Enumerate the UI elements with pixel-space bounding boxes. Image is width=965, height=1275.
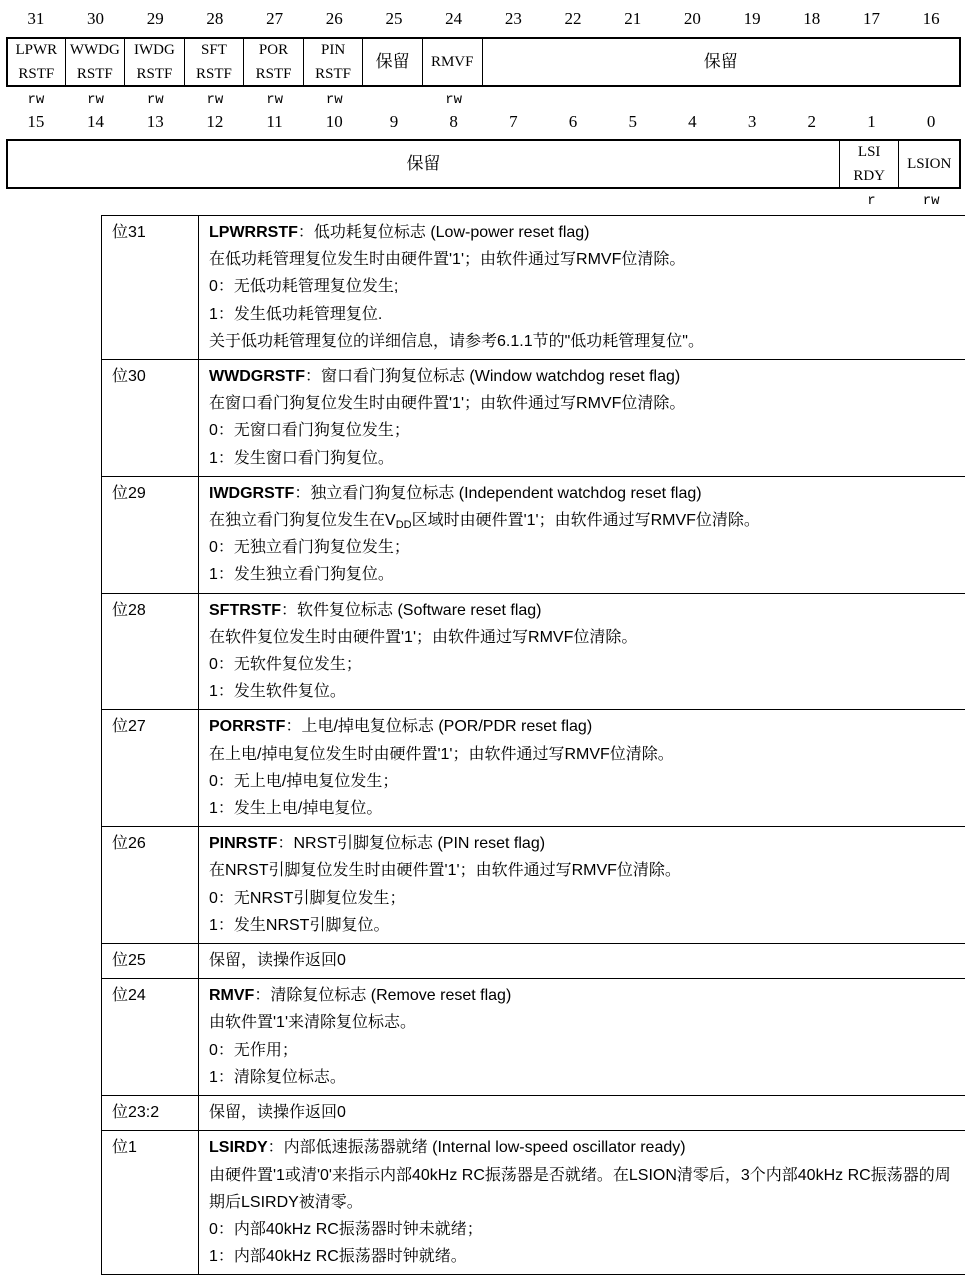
bit-title [209,219,962,246]
description-line: 1：内部40kHz RC振荡器时钟就绪。 [209,1243,962,1270]
description-line: 0：无窗口看门狗复位发生； [209,417,962,444]
register-field: RMVF [423,39,483,85]
bit-title [209,1134,962,1161]
bit-number: 23 [484,9,544,29]
register-lower-half [6,139,961,189]
description-line: 1：发生低功耗管理复位. [209,301,962,328]
field-title-text: ：NRST引脚复位标志 (PIN reset flag) [277,835,545,852]
access-type [125,193,185,209]
access-type [6,193,66,209]
access-type: rw [901,193,961,209]
access-type [424,193,484,209]
access-type [722,92,782,108]
bit-number: 14 [66,112,126,132]
register-field: 保留 [483,39,960,85]
access-type [901,92,961,108]
access-type [842,92,902,108]
access-type: rw [185,92,245,108]
description-line: 在上电/掉电复位发生时由硬件置'1'；由软件通过写RMVF位清除。 [209,741,962,768]
description-line: 1：发生NRST引脚复位。 [209,912,962,939]
field-name: SFTRSTF [209,602,281,619]
bit-number: 1 [842,112,902,132]
access-type [543,193,603,209]
field-title-text: ：软件复位标志 (Software reset flag) [281,602,542,619]
access-type [364,92,424,108]
access-type [484,92,544,108]
bit-row [102,944,965,979]
field-title-text: ：独立看门狗复位标志 (Independent watchdog reset flag) [294,485,701,502]
access-type [185,193,245,209]
bit-number: 12 [185,112,245,132]
bit-description [199,944,965,979]
bit-position: 位30 [102,360,199,477]
bit-number: 26 [304,9,364,29]
bit-description [199,593,965,710]
register-upper-half [6,37,961,87]
description-line: 在NRST引脚复位发生时由硬件置'1'；由软件通过写RMVF位清除。 [209,857,962,884]
description-line: 在独立看门狗复位发生在$V_{DD}$区域时由硬件置'1'；由软件通过写RMVF位清除。 [209,507,962,534]
bit-number: 13 [125,112,185,132]
field-title-text: 保留，读操作返回0 [209,952,346,969]
description-line: 在窗口看门狗复位发生时由硬件置'1'；由软件通过写RMVF位清除。 [209,390,962,417]
field-title-text: ：窗口看门狗复位标志 (Window watchdog reset flag) [305,368,680,385]
access-type [603,92,663,108]
description-line: 1：发生独立看门狗复位。 [209,561,962,588]
bit-description-table [101,215,965,1275]
register-field: POR RSTF [244,39,304,85]
bit-row [102,1131,965,1275]
register-field: LPWR RSTF [8,39,66,85]
bit-title [209,480,962,507]
bit-title [209,1099,962,1126]
upper-access-row [0,92,965,108]
description-line: 0：内部40kHz RC振荡器时钟未就绪； [209,1216,962,1243]
description-line: 1：发生窗口看门狗复位。 [209,445,962,472]
register-field: WWDG RSTF [66,39,126,85]
register-field: LSI RDY [840,141,900,187]
description-line: 0：无上电/掉电复位发生； [209,768,962,795]
lower-access-row [0,193,965,209]
bit-position: 位31 [102,216,199,360]
bit-row [102,979,965,1096]
bit-description [199,1096,965,1131]
bit-row [102,216,965,360]
register-field: 保留 [8,141,840,187]
bit-number: 11 [245,112,305,132]
access-type: r [842,193,902,209]
field-title-text: ：低功耗复位标志 (Low-power reset flag) [298,224,590,241]
bit-position: 位24 [102,979,199,1096]
bit-number: 29 [125,9,185,29]
bit-description [199,360,965,477]
bit-number: 10 [304,112,364,132]
bit-position: 位25 [102,944,199,979]
description-line: 关于低功耗管理复位的详细信息，请参考6.1.1节的"低功耗管理复位"。 [209,328,962,355]
bit-description [199,827,965,944]
field-name: PORRSTF [209,718,285,735]
field-name: LSIRDY [209,1139,268,1156]
description-line: 0：无NRST引脚复位发生； [209,885,962,912]
bit-position: 位28 [102,593,199,710]
bit-row [102,476,965,593]
bit-number: 19 [722,9,782,29]
register-field: 保留 [363,39,423,85]
field-name: RMVF [209,987,254,1004]
bit-title [209,830,962,857]
bit-position: 位1 [102,1131,199,1275]
description-line: 1：清除复位标志。 [209,1064,962,1091]
bit-number: 31 [6,9,66,29]
access-type [484,193,544,209]
field-name: IWDGRSTF [209,485,294,502]
field-name: WWDGRSTF [209,368,305,385]
bit-number: 21 [603,9,663,29]
bit-description [199,216,965,360]
access-type [722,193,782,209]
bit-number: 2 [782,112,842,132]
access-type [663,92,723,108]
description-line: 0：无低功耗管理复位发生; [209,273,962,300]
access-type: rw [66,92,126,108]
bit-position: 位27 [102,710,199,827]
description-line: 由硬件置'1或清'0'来指示内部40kHz RC振荡器是否就绪。在LSION清零后，3个内部40kHz RC振荡器的周期后LSIRDY被清零。 [209,1162,962,1216]
bit-number: 18 [782,9,842,29]
bit-number: 20 [663,9,723,29]
access-type [603,193,663,209]
access-type [782,92,842,108]
bit-row [102,1096,965,1131]
bit-number: 0 [901,112,961,132]
access-type: rw [125,92,185,108]
bit-title [209,363,962,390]
field-name: PINRSTF [209,835,277,852]
access-type: rw [6,92,66,108]
bit-row [102,593,965,710]
description-line: 1：发生上电/掉电复位。 [209,795,962,822]
field-name: LPWRRSTF [209,224,298,241]
register-field: PIN RSTF [304,39,364,85]
bit-description [199,710,965,827]
bit-number: 25 [364,9,424,29]
access-type [245,193,305,209]
field-title-text: 保留，读操作返回0 [209,1104,346,1121]
upper-bit-numbers [0,9,965,29]
description-line: 在软件复位发生时由硬件置'1'；由软件通过写RMVF位清除。 [209,624,962,651]
bit-title [209,713,962,740]
bit-title [209,982,962,1009]
bit-number: 30 [66,9,126,29]
access-type [364,193,424,209]
register-field: IWDG RSTF [125,39,185,85]
access-type [663,193,723,209]
description-line: 1：发生软件复位。 [209,678,962,705]
description-line: 0：无软件复位发生； [209,651,962,678]
bit-description [199,1131,965,1275]
access-type: rw [424,92,484,108]
bit-position: 位29 [102,476,199,593]
description-line: 由软件置'1'来清除复位标志。 [209,1009,962,1036]
description-line: 0：无独立看门狗复位发生； [209,534,962,561]
bit-number: 17 [842,9,902,29]
bit-row [102,710,965,827]
field-title-text: ：内部低速振荡器就绪 (Internal low-speed oscillator ready) [268,1139,686,1156]
bit-number: 5 [603,112,663,132]
bit-number: 15 [6,112,66,132]
bit-number: 8 [424,112,484,132]
field-title-text: ：清除复位标志 (Remove reset flag) [254,987,511,1004]
register-field: SFT RSTF [185,39,245,85]
field-title-text: ：上电/掉电复位标志 (POR/PDR reset flag) [285,718,592,735]
bit-number: 9 [364,112,424,132]
description-line: 0：无作用； [209,1037,962,1064]
bit-row [102,827,965,944]
bit-description [199,476,965,593]
bit-number: 6 [543,112,603,132]
bit-position: 位26 [102,827,199,944]
bit-row [102,360,965,477]
bit-number: 22 [543,9,603,29]
bit-title [209,597,962,624]
access-type [66,193,126,209]
bit-number: 4 [663,112,723,132]
access-type [543,92,603,108]
lower-bit-numbers [0,112,965,132]
bit-position: 位23:2 [102,1096,199,1131]
bit-number: 28 [185,9,245,29]
bit-number: 3 [722,112,782,132]
bit-number: 7 [484,112,544,132]
bit-number: 16 [901,9,961,29]
access-type [782,193,842,209]
access-type: rw [304,92,364,108]
access-type: rw [245,92,305,108]
description-line: 在低功耗管理复位发生时由硬件置'1'；由软件通过写RMVF位清除。 [209,246,962,273]
bit-description [199,979,965,1096]
register-field: LSION [899,141,959,187]
bit-number: 24 [424,9,484,29]
access-type [304,193,364,209]
bit-number: 27 [245,9,305,29]
bit-title [209,947,962,974]
